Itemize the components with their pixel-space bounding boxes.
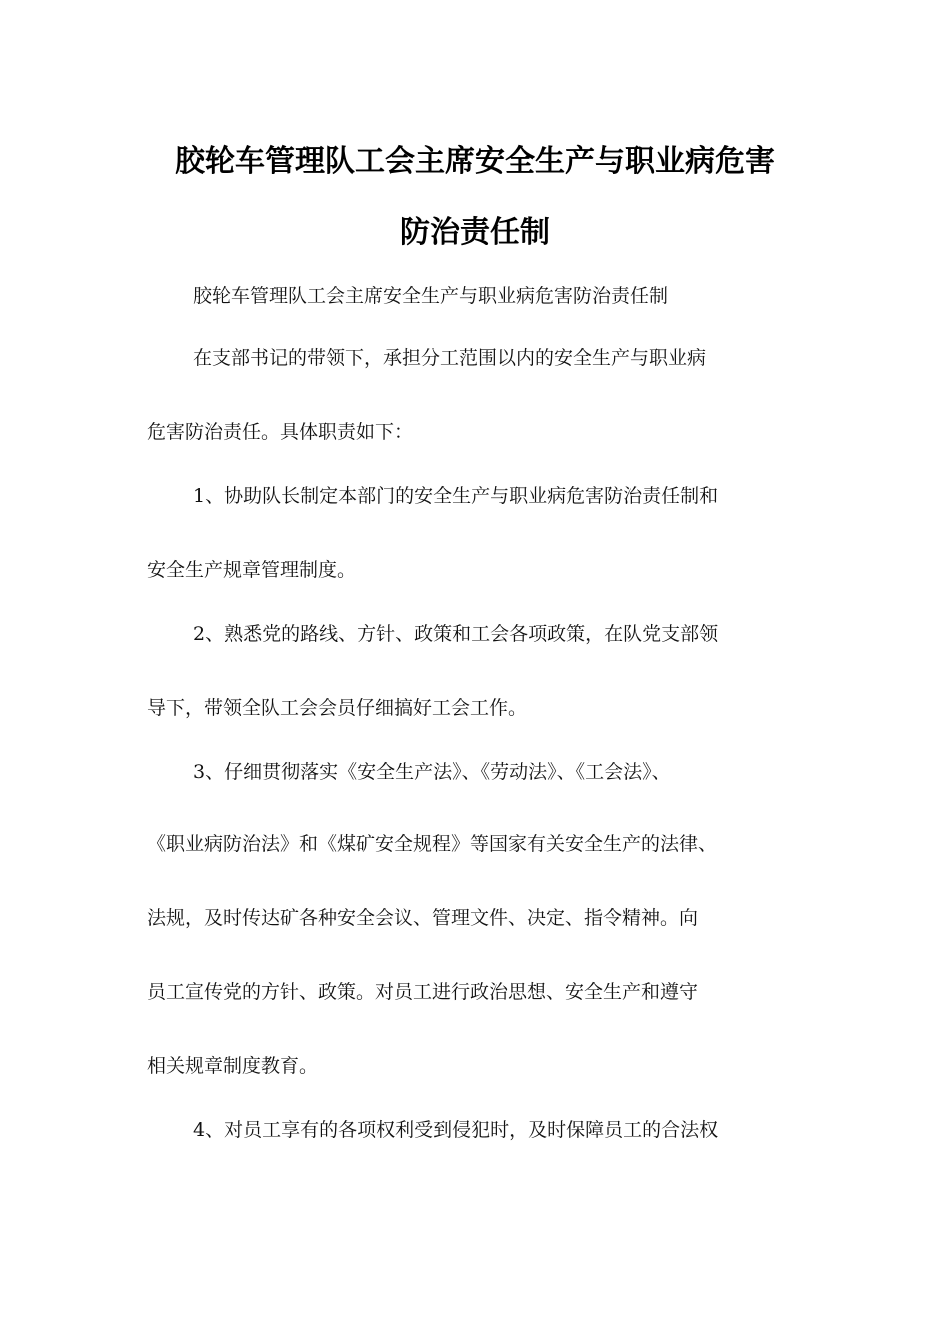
body-line: 导下，带领全队工会会员仔细搞好工会工作。 [147,697,528,719]
body-line: 《职业病防治法》和《煤矿安全规程》等国家有关安全生产的法律、 [147,833,718,855]
body-line: 2、熟悉党的路线、方针、政策和工会各项政策，在队党支部领 [193,623,719,645]
document-title-line-1: 胶轮车管理队工会主席安全生产与职业病危害 [175,144,775,179]
body-line: 3、仔细贯彻落实《安全生产法》、《劳动法》、《工会法》、 [193,761,671,783]
body-line: 1、协助队长制定本部门的安全生产与职业病危害防治责任制和 [193,485,719,507]
body-line: 员工宣传党的方针、政策。对员工进行政治思想、安全生产和遵守 [147,981,699,1003]
body-line: 法规，及时传达矿各种安全会议、管理文件、决定、指令精神。向 [147,907,699,929]
body-line: 危害防治责任。具体职责如下： [147,421,414,443]
body-line: 安全生产规章管理制度。 [147,559,357,581]
body-line: 4、对员工享有的各项权利受到侵犯时，及时保障员工的合法权 [193,1119,719,1141]
subtitle-line: 胶轮车管理队工会主席安全生产与职业病危害防治责任制 [193,285,669,307]
document-title-line-2: 防治责任制 [400,215,550,250]
body-line: 在支部书记的带领下，承担分工范围以内的安全生产与职业病 [193,347,707,369]
body-line: 相关规章制度教育。 [147,1055,319,1077]
